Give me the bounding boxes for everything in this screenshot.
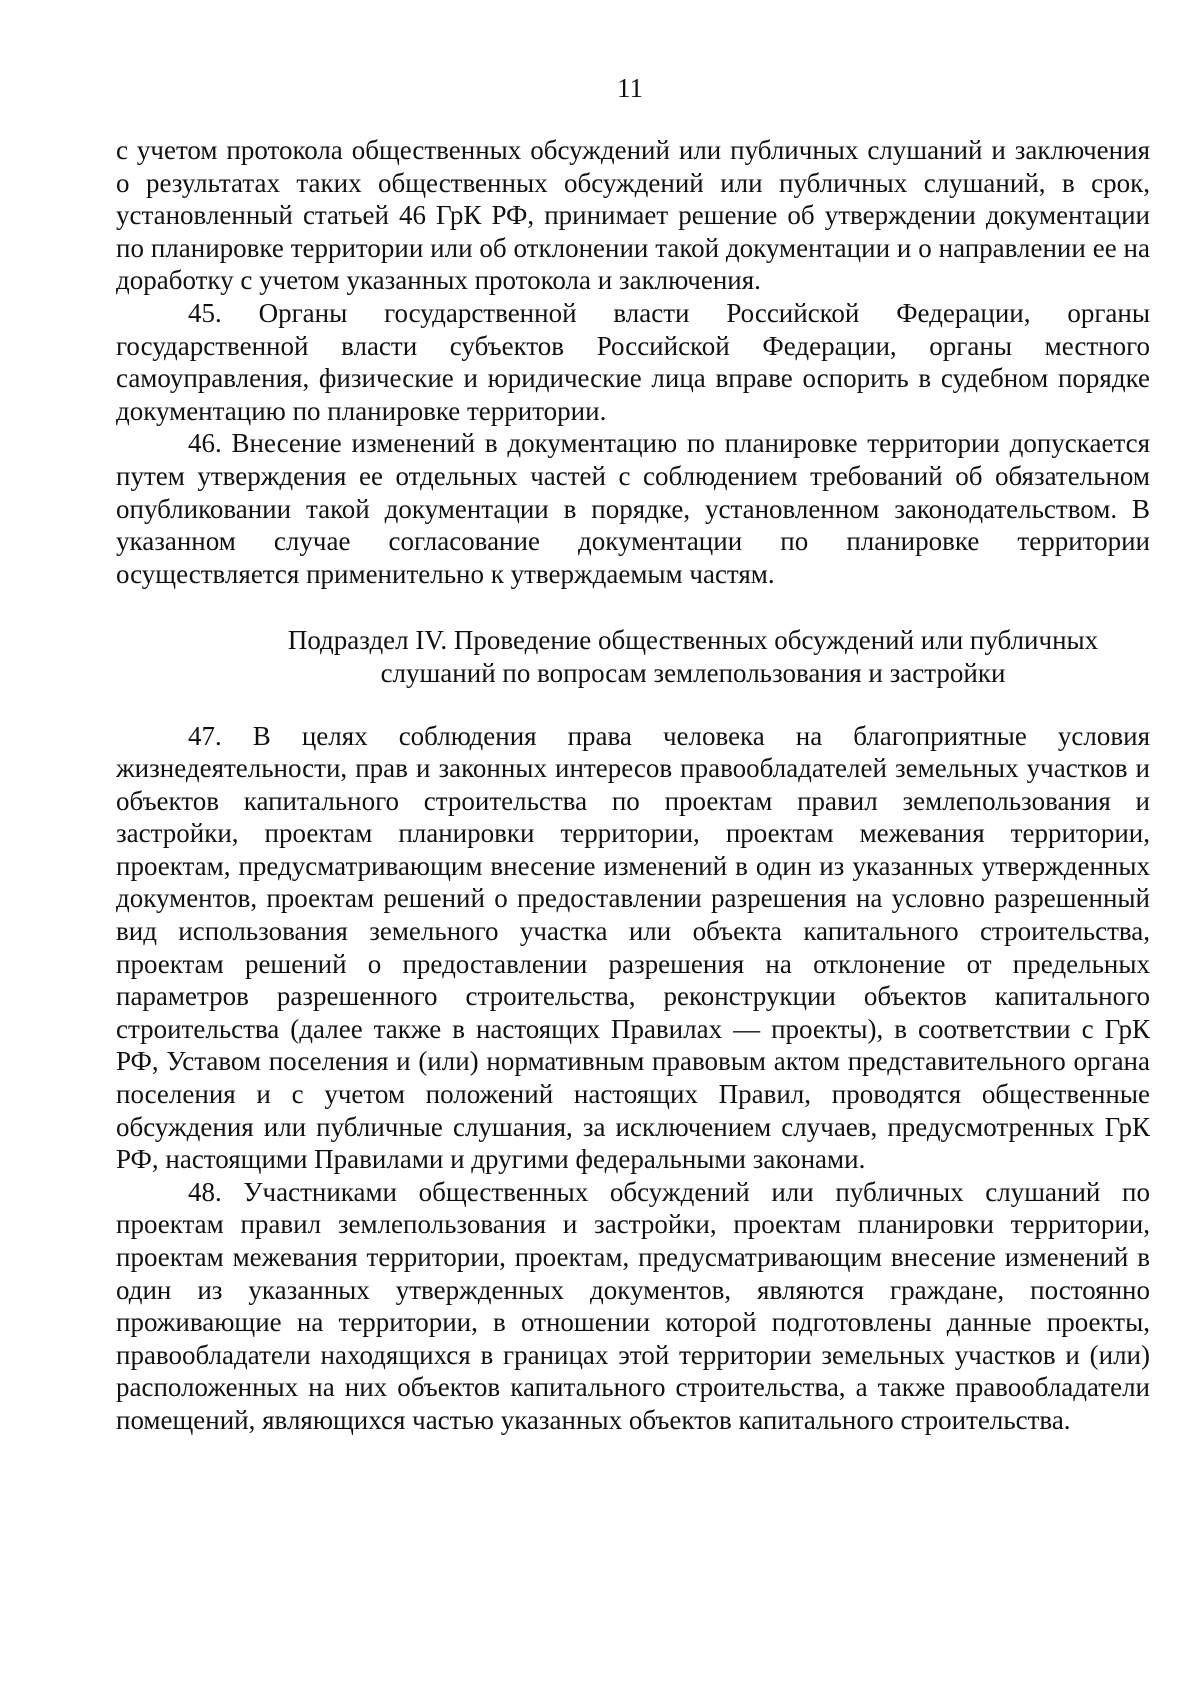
section-heading-line-2: слушаний по вопросам землепользования и застройки: [380, 657, 1006, 688]
paragraph-46: 46. Внесение изменений в документацию по планировке территории допускается путем утверждения ее отдельных частей с соблюдением требований об обязательном опубликовании такой документации в порядке, установленном законодательством. В указанном случае согласование документации по планировке территории осуществляется применительно к утверждаемым частям.: [116, 428, 1150, 589]
paragraph-47: 47. В целях соблюдения права человека на благоприятные условия жизнедеятельности, прав и законных интересов правообладателей земельных участков и объектов капитального строительства по проектам правил землепользования и застройки, проектам планировки территории, проектам межевания территории, проектам, предусматривающим внесение изменений в один из указанных утвержденных документов, проектам решений о предоставлении разрешения на условно разрешенный вид использования земельного участка или объекта капитального строительства, проектам решений о предоставлении разрешения на отклонение от предельных параметров разрешенного строительства, реконструкции объектов капитального строительства (далее также в настоящих Правилах — проекты), в соответствии с ГрК РФ, Уставом поселения и (или) нормативным правовым актом представительного органа поселения и с учетом положений настоящих Правил, проводятся общественные обсуждения или публичные слушания, за исключением случаев, предусмотренных ГрК РФ, настоящими Правилами и другими федеральными законами.: [116, 720, 1150, 1175]
paragraph-continuation: с учетом протокола общественных обсуждений или публичных слушаний и заключения о результатах таких общественных обсуждений или публичных слушаний, в срок, установленный статьей 46 ГрК РФ, принимает решение об утверждении документации по планировке территории или об отклонении такой документации и о направлении ее на доработку с учетом указанных протокола и заключения.: [116, 135, 1150, 296]
document-body: [116, 134, 1150, 1437]
section-heading: [116, 624, 1150, 689]
section-heading-line-1: Подраздел IV. Проведение общественных обсуждений или публичных: [287, 625, 1099, 656]
paragraph-45: 45. Органы государственной власти Российской Федерации, органы государственной власти субъектов Российской Федерации, органы местного самоуправления, физические и юридические лица вправе оспорить в судебном порядке документацию по планировке территории.: [116, 297, 1150, 426]
page-number: 11: [617, 73, 643, 103]
paragraph-48: 48. Участниками общественных обсуждений или публичных слушаний по проектам правил землепользования и застройки, проектам планировки территории, проектам межевания территории, проектам, предусматривающим внесение изменений в один из указанных утвержденных документов, являются граждане, постоянно проживающие на территории, в отношении которой подготовлены данные проекты, правообладатели находящихся в границах этой территории земельных участков и (или) расположенных на них объектов капитального строительства, а также правообладатели помещений, являющихся частью указанных объектов капитального строительства.: [116, 1176, 1150, 1435]
